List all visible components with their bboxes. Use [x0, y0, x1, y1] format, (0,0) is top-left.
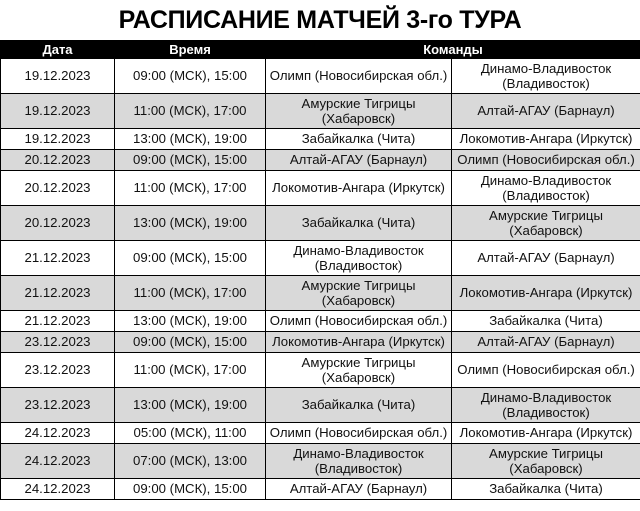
match-time: 13:00 (МСК), 19:00	[115, 388, 266, 423]
match-time: 09:00 (МСК), 15:00	[115, 332, 266, 353]
home-team: Забайкалка (Чита)	[266, 388, 452, 423]
home-team: Амурские Тигрицы (Хабаровск)	[266, 94, 452, 129]
match-time: 05:00 (МСК), 11:00	[115, 423, 266, 444]
match-time: 09:00 (МСК), 15:00	[115, 59, 266, 94]
match-date: 19.12.2023	[1, 129, 115, 150]
away-team: Забайкалка (Чита)	[452, 311, 640, 332]
table-row	[1, 423, 640, 444]
match-time: 11:00 (МСК), 17:00	[115, 353, 266, 388]
match-time: 11:00 (МСК), 17:00	[115, 94, 266, 129]
away-team: Амурские Тигрицы (Хабаровск)	[452, 444, 640, 479]
home-team: Олимп (Новосибирская обл.)	[266, 311, 452, 332]
away-team: Алтай-АГАУ (Барнаул)	[452, 332, 640, 353]
match-time: 11:00 (МСК), 17:00	[115, 171, 266, 206]
table-row	[1, 59, 640, 94]
home-team: Динамо-Владивосток (Владивосток)	[266, 444, 452, 479]
table-row	[1, 479, 640, 500]
away-team: Динамо-Владивосток (Владивосток)	[452, 59, 640, 94]
table-header-row	[1, 41, 640, 59]
away-team: Алтай-АГАУ (Барнаул)	[452, 94, 640, 129]
away-team: Динамо-Владивосток (Владивосток)	[452, 388, 640, 423]
home-team: Динамо-Владивосток (Владивосток)	[266, 241, 452, 276]
table-row	[1, 206, 640, 241]
match-time: 13:00 (МСК), 19:00	[115, 129, 266, 150]
match-date: 23.12.2023	[1, 388, 115, 423]
table-row	[1, 353, 640, 388]
table-row	[1, 241, 640, 276]
match-time: 09:00 (МСК), 15:00	[115, 150, 266, 171]
match-date: 24.12.2023	[1, 423, 115, 444]
match-date: 24.12.2023	[1, 444, 115, 479]
match-date: 19.12.2023	[1, 59, 115, 94]
match-date: 21.12.2023	[1, 241, 115, 276]
home-team: Олимп (Новосибирская обл.)	[266, 59, 452, 94]
column-header-date: Дата	[1, 41, 115, 59]
table-row	[1, 171, 640, 206]
home-team: Алтай-АГАУ (Барнаул)	[266, 479, 452, 500]
home-team: Забайкалка (Чита)	[266, 206, 452, 241]
table-row	[1, 150, 640, 171]
home-team: Забайкалка (Чита)	[266, 129, 452, 150]
table-row	[1, 276, 640, 311]
match-time: 07:00 (МСК), 13:00	[115, 444, 266, 479]
away-team: Амурские Тигрицы (Хабаровск)	[452, 206, 640, 241]
table-row	[1, 94, 640, 129]
home-team: Локомотив-Ангара (Иркутск)	[266, 171, 452, 206]
match-date: 20.12.2023	[1, 171, 115, 206]
away-team: Олимп (Новосибирская обл.)	[452, 150, 640, 171]
away-team: Динамо-Владивосток (Владивосток)	[452, 171, 640, 206]
match-time: 13:00 (МСК), 19:00	[115, 311, 266, 332]
table-row	[1, 388, 640, 423]
home-team: Локомотив-Ангара (Иркутск)	[266, 332, 452, 353]
away-team: Олимп (Новосибирская обл.)	[452, 353, 640, 388]
home-team: Амурские Тигрицы (Хабаровск)	[266, 276, 452, 311]
away-team: Локомотив-Ангара (Иркутск)	[452, 276, 640, 311]
match-date: 20.12.2023	[1, 206, 115, 241]
match-date: 20.12.2023	[1, 150, 115, 171]
home-team: Олимп (Новосибирская обл.)	[266, 423, 452, 444]
match-date: 23.12.2023	[1, 332, 115, 353]
match-date: 19.12.2023	[1, 94, 115, 129]
away-team: Локомотив-Ангара (Иркутск)	[452, 129, 640, 150]
away-team: Забайкалка (Чита)	[452, 479, 640, 500]
match-date: 21.12.2023	[1, 276, 115, 311]
table-row	[1, 311, 640, 332]
schedule-table	[0, 40, 640, 500]
column-header-teams: Команды	[266, 41, 640, 59]
table-row	[1, 129, 640, 150]
column-header-time: Время	[115, 41, 266, 59]
page-title: РАСПИСАНИЕ МАТЧЕЙ 3-го ТУРА	[118, 6, 522, 34]
away-team: Локомотив-Ангара (Иркутск)	[452, 423, 640, 444]
match-date: 23.12.2023	[1, 353, 115, 388]
match-time: 09:00 (МСК), 15:00	[115, 479, 266, 500]
table-row	[1, 444, 640, 479]
match-date: 24.12.2023	[1, 479, 115, 500]
away-team: Алтай-АГАУ (Барнаул)	[452, 241, 640, 276]
match-date: 21.12.2023	[1, 311, 115, 332]
home-team: Алтай-АГАУ (Барнаул)	[266, 150, 452, 171]
match-time: 09:00 (МСК), 15:00	[115, 241, 266, 276]
home-team: Амурские Тигрицы (Хабаровск)	[266, 353, 452, 388]
match-time: 13:00 (МСК), 19:00	[115, 206, 266, 241]
match-time: 11:00 (МСК), 17:00	[115, 276, 266, 311]
table-row	[1, 332, 640, 353]
